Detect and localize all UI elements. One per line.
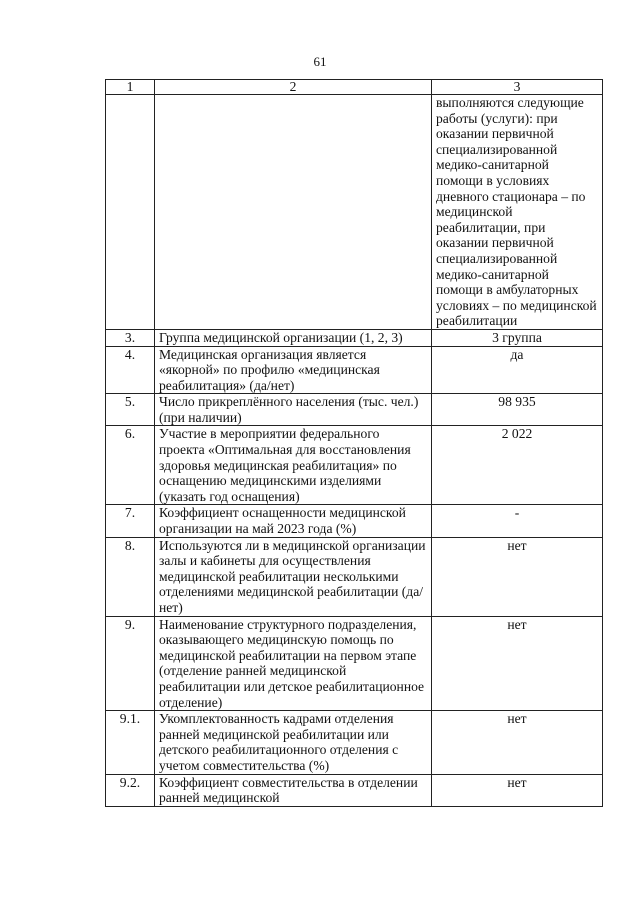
row-value: 3 группа <box>432 329 603 346</box>
row-number <box>106 95 155 330</box>
row-value: 98 935 <box>432 394 603 426</box>
row-label: Используются ли в медицинской организации залы и кабинеты для осуществления медицинской реабилитации несколькими отделениями медицинской реабилитации (да/нет) <box>155 537 432 616</box>
row-value: 2 022 <box>432 426 603 505</box>
row-label: Число прикреплённого населения (тыс. чел.) (при наличии) <box>155 394 432 426</box>
header-col-2: 2 <box>155 80 432 95</box>
table-row <box>106 394 603 426</box>
row-label: Укомплектованность кадрами отделения ранней медицинской реабилитации или детского реабилитационного отделения с учетом совместительства (%) <box>155 711 432 774</box>
row-number: 6. <box>106 426 155 505</box>
row-number: 9. <box>106 616 155 711</box>
table-header-row <box>106 80 603 95</box>
row-label: Медицинская организация является «якорной» по профилю «медицинская реабилитация» (да/нет) <box>155 346 432 394</box>
page-number: 61 <box>313 54 327 69</box>
table-row <box>106 537 603 616</box>
row-number: 9.2. <box>106 774 155 806</box>
row-value: нет <box>432 711 603 774</box>
data-table <box>105 79 603 807</box>
row-label: Участие в мероприятии федерального проекта «Оптимальная для восстановления здоровья медицинская реабилитация» по оснащению медицинскими изделиями (указать год оснащения) <box>155 426 432 505</box>
table-row <box>106 774 603 806</box>
row-value: нет <box>432 774 603 806</box>
row-label: Наименование структурного подразделения, оказывающего медицинскую помощь по медицинской реабилитации на первом этапе (отделение ранней медицинской реабилитации или детское реабилитационное отделение) <box>155 616 432 711</box>
table-row <box>106 711 603 774</box>
table-row-continuation <box>106 95 603 330</box>
row-number: 4. <box>106 346 155 394</box>
row-label: Коэффициент оснащенности медицинской организации на май 2023 года (%) <box>155 505 432 537</box>
table-row <box>106 426 603 505</box>
row-number: 8. <box>106 537 155 616</box>
header-col-1: 1 <box>106 80 155 95</box>
table-row <box>106 329 603 346</box>
row-label <box>155 95 432 330</box>
row-value: - <box>432 505 603 537</box>
row-number: 5. <box>106 394 155 426</box>
row-value: выполняются следующие работы (услуги): при оказании первичной специализированной медико-санитарной помощи в условиях дневного стационара – по медицинской реабилитации, при оказании первичной специализированной медико-санитарной помощи в амбулаторных условиях – по медицинской реабилитации <box>432 95 603 330</box>
row-number: 3. <box>106 329 155 346</box>
row-value: нет <box>432 616 603 711</box>
row-label: Коэффициент совместительства в отделении ранней медицинской <box>155 774 432 806</box>
table-row <box>106 505 603 537</box>
row-value: да <box>432 346 603 394</box>
row-label: Группа медицинской организации (1, 2, 3) <box>155 329 432 346</box>
header-col-3: 3 <box>432 80 603 95</box>
table-row <box>106 616 603 711</box>
table-row <box>106 346 603 394</box>
row-number: 9.1. <box>106 711 155 774</box>
row-value: нет <box>432 537 603 616</box>
row-number: 7. <box>106 505 155 537</box>
